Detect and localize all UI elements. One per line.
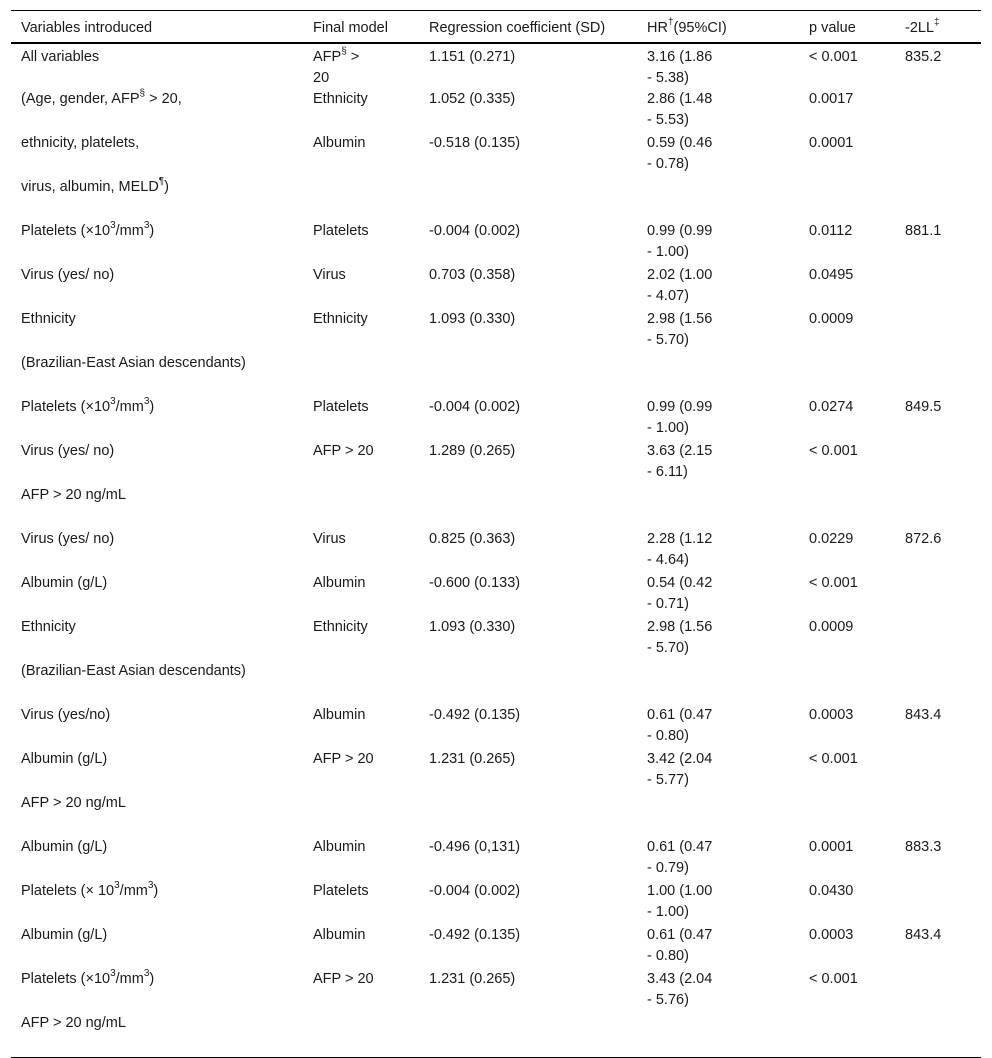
cell-variable: Platelets (× $10^3/mm^3$) [21,880,159,899]
cell-hr [637,353,799,397]
footnote-mark: 3 [143,220,150,232]
cell-variable: Platelets $(\times 10^3/mm^3)$ [21,396,155,415]
cell-coefficient: -0.600 (0.133) [429,575,521,591]
table-header [11,11,981,44]
cell-2ll [895,1013,981,1057]
table-row [11,617,981,661]
cell-hr: 3.63 (2.15 - 6.11) [647,443,713,480]
cell-final-model: Ethnicity [313,311,368,327]
cell-2ll [895,573,981,617]
cell-final-model: Virus [313,531,346,547]
cell-variable: (Age, gender, AFP§ > 20, [21,88,182,107]
cell-variable: Ethnicity [21,619,76,635]
cell-p-value: < 0.001 [809,971,858,987]
cell-p-value [799,661,895,705]
cell-final-model [303,177,419,221]
table-row [11,265,981,309]
hr-footnote-mark: † [667,17,674,29]
cell-final-model: Albumin [313,707,366,723]
cell-variable: Virus (yes/ no) [21,443,115,459]
cell-coefficient: 1.052 (0.335) [429,91,516,107]
table-row [11,573,981,617]
cell-2ll: 843.4 [905,707,942,723]
cell-p-value: 0.0001 [809,135,854,151]
cell-p-value: 0.0001 [809,839,854,855]
cell-final-model: Albumin [313,927,366,943]
table-row [11,485,981,529]
footnote-mark: ¶ [158,176,165,188]
cell-2ll [895,969,981,1013]
header-hr: HR†(95%CI) [647,17,727,36]
header-p-value: p value [809,20,856,36]
cell-coefficient [419,485,637,529]
footnote-mark: 3 [147,880,154,892]
cell-final-model: Albumin [313,839,366,855]
cell-final-model [303,1013,419,1057]
cell-p-value [799,353,895,397]
cell-variable: Albumin (g/L) [21,751,108,767]
cell-coefficient: 1.289 (0.265) [429,443,516,459]
cell-2ll [895,353,981,397]
cell-coefficient: -0.492 (0.135) [429,927,521,943]
cell-coefficient [419,1013,637,1057]
cell-variable: Albumin (g/L) [21,839,108,855]
cell-coefficient: -0.004 (0.002) [429,399,521,415]
cell-2ll [895,177,981,221]
table-row [11,309,981,353]
cell-2ll [895,133,981,177]
cell-final-model [303,485,419,529]
cell-final-model [303,661,419,705]
cell-p-value [799,177,895,221]
header-row [11,11,981,44]
cell-coefficient [419,177,637,221]
table-row [11,969,981,1013]
cell-2ll [895,793,981,837]
cell-coefficient: 1.231 (0.265) [429,751,516,767]
cell-2ll [895,441,981,485]
cell-hr: 0.61 (0.47 - 0.80) [647,927,713,964]
footnote-mark: 3 [143,968,150,980]
cell-variable: (Brazilian-East Asian descendants) [21,355,246,371]
cell-final-model: Albumin [313,135,366,151]
cell-variable: All variables [21,49,100,65]
cell-2ll [895,661,981,705]
cell-coefficient: -0.496 (0,131) [429,839,521,855]
cell-hr [637,1013,799,1057]
cell-2ll [895,89,981,133]
cell-p-value: 0.0003 [809,927,854,943]
cell-p-value: 0.0017 [809,91,854,107]
cell-2ll [895,485,981,529]
cell-coefficient [419,793,637,837]
cell-final-model: AFP > 20 [313,443,374,459]
cell-p-value [799,1013,895,1057]
cell-hr: 0.61 (0.47 - 0.80) [647,707,713,744]
cell-final-model: Platelets [313,883,369,899]
cell-hr: 2.98 (1.56 - 5.70) [647,311,713,348]
cell-hr: 0.61 (0.47 - 0.79) [647,839,713,876]
cell-variable: Virus (yes/ no) [21,267,115,283]
footnote-mark: 3 [110,220,116,232]
cell-variable: Ethnicity [21,311,76,327]
cell-2ll: 843.4 [905,927,942,943]
cell-final-model: AFP§ > 20 [313,46,360,86]
cell-p-value: 0.0112 [809,223,853,239]
cell-p-value: < 0.001 [809,49,858,65]
cell-2ll [895,265,981,309]
footnote-mark: 3 [143,396,150,408]
footnote-mark: § [341,46,347,58]
cell-hr: 2.02 (1.00 - 4.07) [647,267,713,304]
cell-coefficient: 0.825 (0.363) [429,531,516,547]
table-row [11,441,981,485]
cell-p-value [799,485,895,529]
cell-final-model [303,793,419,837]
cell-final-model: Platelets [313,399,369,415]
cell-hr [637,485,799,529]
table-row [11,749,981,793]
cell-p-value [799,793,895,837]
table-row [11,43,981,89]
cell-2ll: 849.5 [905,399,942,415]
cell-coefficient: -0.492 (0.135) [429,707,521,723]
regression-table-container [11,10,981,1058]
cell-hr: 0.54 (0.42 - 0.71) [647,575,713,612]
cell-hr [637,661,799,705]
cell-2ll: 881.1 [905,223,942,239]
cell-2ll: 835.2 [905,49,942,65]
table-body [11,43,981,1057]
table-row [11,529,981,573]
cell-p-value: < 0.001 [809,575,858,591]
cell-final-model: AFP > 20 [313,751,374,767]
cell-variable: AFP > 20 ng/mL [21,1015,126,1031]
table-row [11,397,981,441]
header-2ll: -2LL‡ [905,17,940,36]
cell-hr: 0.99 (0.99 - 1.00) [647,399,713,436]
cell-p-value: 0.0003 [809,707,854,723]
cell-coefficient: -0.004 (0.002) [429,223,521,239]
header-final-model: Final model [313,20,388,36]
cell-variable: (Brazilian-East Asian descendants) [21,663,246,679]
cell-hr [637,793,799,837]
cell-variable: AFP > 20 ng/mL [21,795,126,811]
cell-coefficient: 1.231 (0.265) [429,971,516,987]
cell-variable: Virus (yes/no) [21,707,111,723]
cell-hr: 0.99 (0.99 - 1.00) [647,223,713,260]
cell-variable: ethnicity, platelets, [21,135,140,151]
table-row [11,133,981,177]
cell-2ll [895,309,981,353]
table-row [11,661,981,705]
header-variables: Variables introduced [21,20,153,36]
cell-hr: 3.42 (2.04 - 5.77) [647,751,713,788]
cell-2ll [895,881,981,925]
cell-variable: Albumin (g/L) [21,927,108,943]
table-row [11,793,981,837]
cell-hr: 2.86 (1.48 - 5.53) [647,91,713,128]
cell-p-value: 0.0009 [809,311,854,327]
cell-final-model [303,353,419,397]
table-row [11,89,981,133]
footnote-mark: 3 [114,880,120,892]
cell-variable: Platelets $(\times 10^3/mm^3)$ [21,968,155,987]
cell-2ll: 872.6 [905,531,942,547]
cell-p-value: 0.0009 [809,619,854,635]
cell-coefficient: 1.151 (0.271) [429,49,516,65]
table-row [11,705,981,749]
table-row [11,1013,981,1057]
cell-p-value: 0.0430 [809,883,854,899]
footnote-mark: 3 [110,968,116,980]
ll-footnote-mark: ‡ [934,17,940,29]
cell-p-value: < 0.001 [809,443,858,459]
cell-hr: 3.16 (1.86 - 5.38) [647,49,713,86]
footnote-mark: § [139,88,146,100]
cell-final-model: AFP > 20 [313,971,374,987]
cell-p-value: 0.0229 [809,531,854,547]
cell-2ll [895,617,981,661]
table-row [11,221,981,265]
cell-coefficient: -0.004 (0.002) [429,883,521,899]
cell-coefficient: 0.703 (0.358) [429,267,516,283]
cell-coefficient: 1.093 (0.330) [429,311,516,327]
cell-final-model: Ethnicity [313,619,368,635]
cell-hr [637,177,799,221]
table-row [11,881,981,925]
cell-coefficient: -0.518 (0.135) [429,135,521,151]
cell-hr: 3.43 (2.04 - 5.76) [647,971,713,1008]
cell-hr: 2.98 (1.56 - 5.70) [647,619,713,656]
cell-coefficient: 1.093 (0.330) [429,619,516,635]
table-row [11,837,981,881]
table-row [11,177,981,221]
cell-p-value: 0.0495 [809,267,854,283]
table-row [11,925,981,969]
cell-variable: Virus (yes/ no) [21,531,115,547]
cell-2ll [895,749,981,793]
header-regression-coefficient: Regression coefficient (SD) [429,20,606,36]
cell-variable: virus, albumin, MELD¶) [21,176,170,195]
cell-final-model: Platelets [313,223,369,239]
table-row [11,353,981,397]
cell-variable: AFP > 20 ng/mL [21,487,126,503]
footnote-mark: 3 [110,396,116,408]
cell-coefficient [419,661,637,705]
cell-final-model: Virus [313,267,346,283]
cell-2ll: 883.3 [905,839,942,855]
cell-variable: Albumin (g/L) [21,575,108,591]
cell-p-value: 0.0274 [809,399,854,415]
cell-final-model: Ethnicity [313,91,368,107]
cell-hr: 2.28 (1.12 - 4.64) [647,531,713,568]
cell-coefficient [419,353,637,397]
cell-variable: Platelets $(\times 10^3/mm^3)$ [21,220,155,239]
regression-table [11,10,981,1058]
cell-final-model: Albumin [313,575,366,591]
cell-hr: 1.00 (1.00 - 1.00) [647,883,713,920]
cell-p-value: < 0.001 [809,751,858,767]
cell-hr: 0.59 (0.46 - 0.78) [647,135,713,172]
